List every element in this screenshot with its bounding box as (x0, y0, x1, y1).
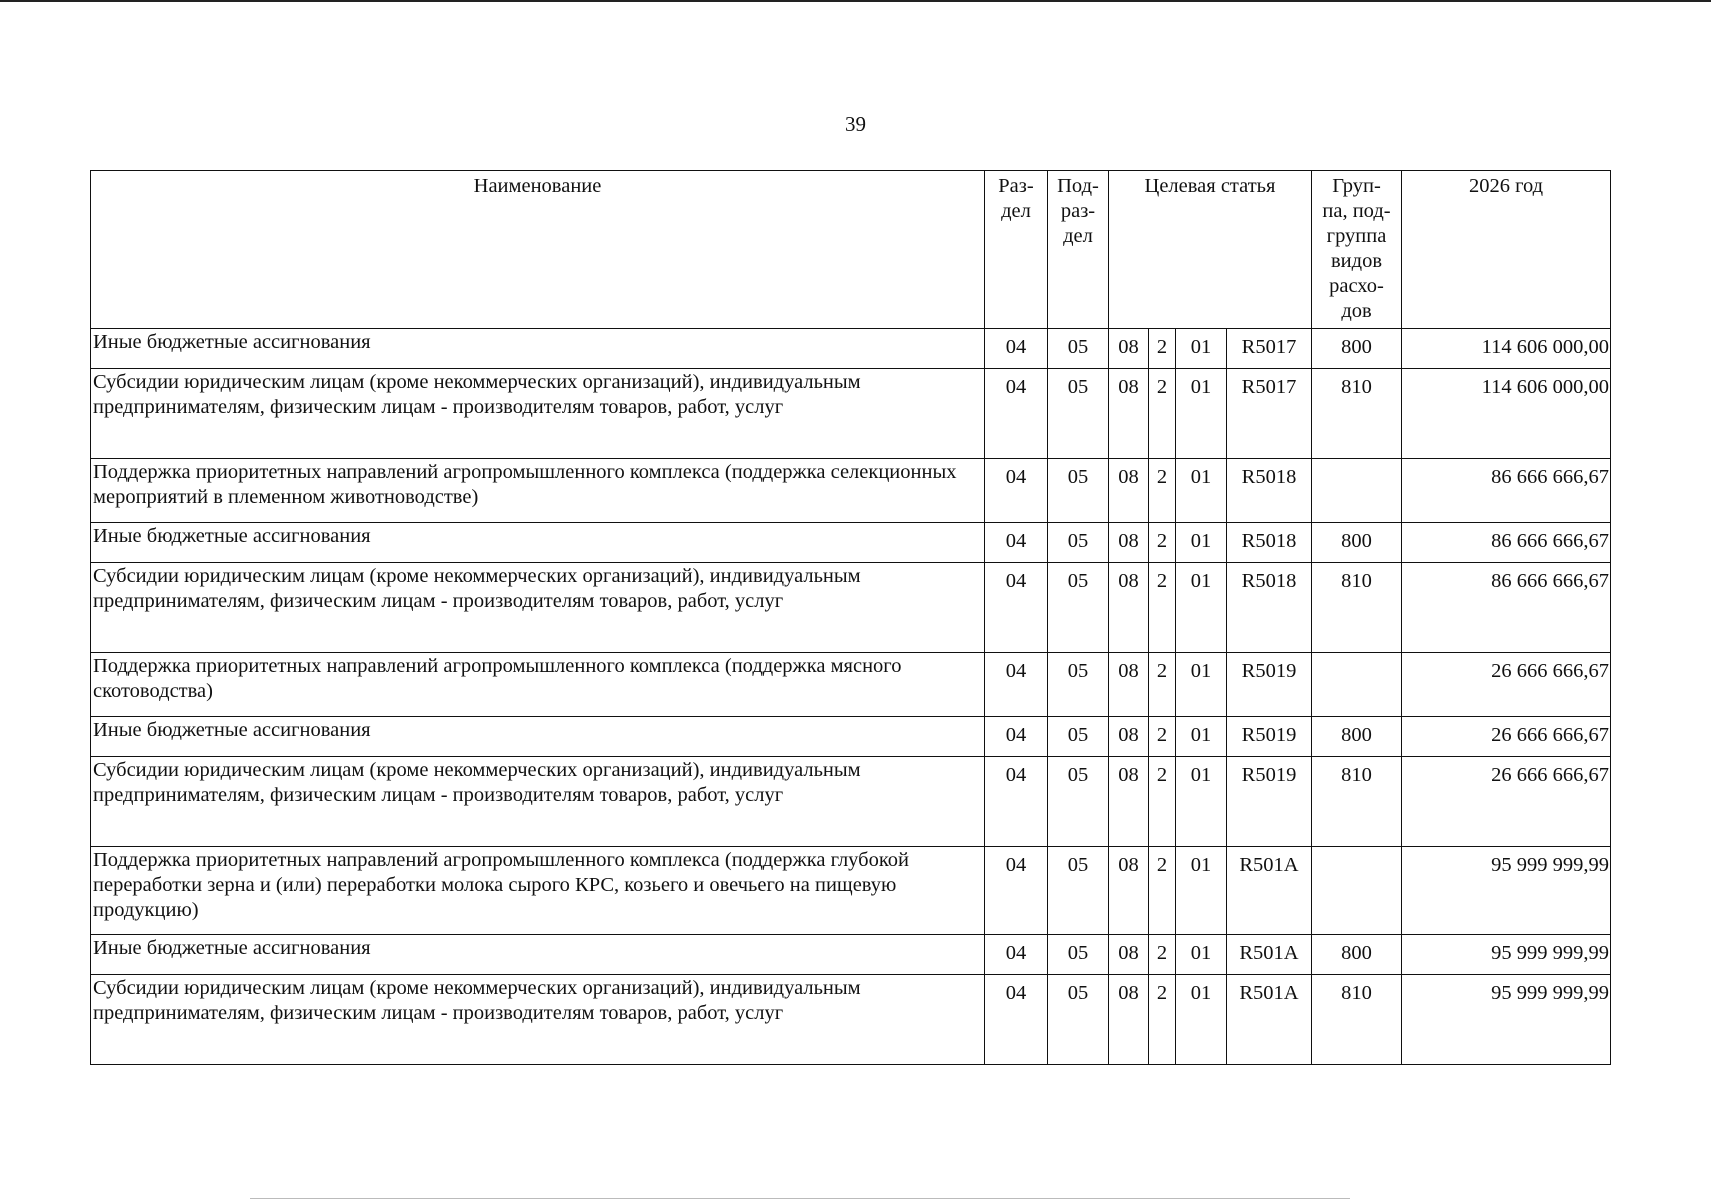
table-row (91, 523, 1611, 563)
table-row (91, 329, 1611, 369)
cell-target-program: 08 (1109, 935, 1149, 975)
cell-razdel: 04 (985, 653, 1048, 717)
cell-razdel: 04 (985, 369, 1048, 459)
cell-amount: 86 666 666,67 (1402, 523, 1611, 563)
cell-name: Иные бюджетные ассигнования (91, 329, 985, 369)
cell-target-direction: R5018 (1227, 523, 1312, 563)
header-name: Наименование (91, 171, 985, 329)
cell-target-program: 08 (1109, 975, 1149, 1065)
cell-razdel: 04 (985, 975, 1048, 1065)
cell-expense-group: 810 (1312, 757, 1402, 847)
cell-target-event: 01 (1176, 563, 1227, 653)
cell-target-subprogram: 2 (1149, 459, 1176, 523)
cell-amount: 26 666 666,67 (1402, 757, 1611, 847)
cell-amount: 95 999 999,99 (1402, 975, 1611, 1065)
cell-amount: 26 666 666,67 (1402, 717, 1611, 757)
cell-amount: 95 999 999,99 (1402, 847, 1611, 935)
cell-podrazdel: 05 (1048, 653, 1109, 717)
cell-podrazdel: 05 (1048, 369, 1109, 459)
cell-expense-group: 800 (1312, 717, 1402, 757)
cell-target-event: 01 (1176, 847, 1227, 935)
cell-target-event: 01 (1176, 935, 1227, 975)
cell-expense-group: 810 (1312, 563, 1402, 653)
cell-amount: 86 666 666,67 (1402, 459, 1611, 523)
table-row (91, 847, 1611, 935)
cell-amount: 114 606 000,00 (1402, 369, 1611, 459)
cell-amount: 114 606 000,00 (1402, 329, 1611, 369)
cell-target-direction: R501A (1227, 975, 1312, 1065)
cell-target-event: 01 (1176, 757, 1227, 847)
cell-name: Субсидии юридическим лицам (кроме некоммерческих организаций), индивидуальным предпринимателям, физическим лицам - производителям товаров, работ, услуг (91, 975, 985, 1065)
cell-target-event: 01 (1176, 329, 1227, 369)
cell-podrazdel: 05 (1048, 563, 1109, 653)
cell-amount: 95 999 999,99 (1402, 935, 1611, 975)
cell-expense-group: 800 (1312, 329, 1402, 369)
cell-razdel: 04 (985, 563, 1048, 653)
cell-amount: 26 666 666,67 (1402, 653, 1611, 717)
cell-expense-group: 800 (1312, 935, 1402, 975)
cell-target-subprogram: 2 (1149, 935, 1176, 975)
cell-target-direction: R5018 (1227, 563, 1312, 653)
header-target-article: Целевая статья (1109, 171, 1312, 329)
cell-target-subprogram: 2 (1149, 847, 1176, 935)
cell-name: Субсидии юридическим лицам (кроме некоммерческих организаций), индивидуальным предпринимателям, физическим лицам - производителям товаров, работ, услуг (91, 757, 985, 847)
cell-target-program: 08 (1109, 653, 1149, 717)
cell-target-program: 08 (1109, 329, 1149, 369)
cell-expense-group: 810 (1312, 369, 1402, 459)
cell-razdel: 04 (985, 459, 1048, 523)
cell-target-event: 01 (1176, 717, 1227, 757)
header-razdel-text: Раз- дел (998, 175, 1034, 222)
cell-target-subprogram: 2 (1149, 563, 1176, 653)
cell-expense-group: 800 (1312, 523, 1402, 563)
cell-target-program: 08 (1109, 369, 1149, 459)
cell-target-program: 08 (1109, 523, 1149, 563)
cell-name: Иные бюджетные ассигнования (91, 523, 985, 563)
cell-target-program: 08 (1109, 757, 1149, 847)
cell-podrazdel: 05 (1048, 717, 1109, 757)
table-row (91, 369, 1611, 459)
cell-razdel: 04 (985, 935, 1048, 975)
cell-razdel: 04 (985, 847, 1048, 935)
header-year: 2026 год (1402, 171, 1611, 329)
cell-target-program: 08 (1109, 717, 1149, 757)
table-row (91, 757, 1611, 847)
cell-target-subprogram: 2 (1149, 757, 1176, 847)
cell-target-direction: R5018 (1227, 459, 1312, 523)
cell-name: Субсидии юридическим лицам (кроме некоммерческих организаций), индивидуальным предпринимателям, физическим лицам - производителям товаров, работ, услуг (91, 369, 985, 459)
cell-expense-group (1312, 459, 1402, 523)
table-row (91, 653, 1611, 717)
table-body (91, 329, 1611, 1065)
cell-expense-group (1312, 847, 1402, 935)
cell-target-event: 01 (1176, 523, 1227, 563)
header-razdel (985, 171, 1048, 329)
cell-target-event: 01 (1176, 653, 1227, 717)
cell-name: Иные бюджетные ассигнования (91, 935, 985, 975)
cell-target-direction: R501A (1227, 935, 1312, 975)
cell-podrazdel: 05 (1048, 523, 1109, 563)
header-row (91, 171, 1611, 329)
scan-edge (0, 0, 1711, 2)
scan-artifact-line (250, 1198, 1350, 1199)
cell-target-event: 01 (1176, 369, 1227, 459)
cell-target-subprogram: 2 (1149, 329, 1176, 369)
cell-target-program: 08 (1109, 459, 1149, 523)
cell-target-direction: R5017 (1227, 329, 1312, 369)
cell-razdel: 04 (985, 523, 1048, 563)
cell-target-subprogram: 2 (1149, 653, 1176, 717)
budget-table (90, 170, 1611, 1065)
cell-podrazdel: 05 (1048, 459, 1109, 523)
cell-expense-group (1312, 653, 1402, 717)
header-podrazdel-text: Под- раз- дел (1057, 175, 1099, 247)
cell-razdel: 04 (985, 757, 1048, 847)
page-number: 39 (845, 112, 866, 136)
cell-name: Субсидии юридическим лицам (кроме некоммерческих организаций), индивидуальным предпринимателям, физическим лицам - производителям товаров, работ, услуг (91, 563, 985, 653)
cell-expense-group: 810 (1312, 975, 1402, 1065)
table-row (91, 935, 1611, 975)
cell-target-direction: R5019 (1227, 653, 1312, 717)
header-podrazdel (1048, 171, 1109, 329)
cell-name: Поддержка приоритетных направлений агропромышленного комплекса (поддержка мясного скотоводства) (91, 653, 985, 717)
cell-target-subprogram: 2 (1149, 523, 1176, 563)
cell-name: Поддержка приоритетных направлений агропромышленного комплекса (поддержка глубокой переработки зерна и (или) переработки молока сырого КРС, козьего и овечьего на пищевую продукцию) (91, 847, 985, 935)
cell-target-program: 08 (1109, 847, 1149, 935)
table-row (91, 975, 1611, 1065)
table-row (91, 563, 1611, 653)
cell-podrazdel: 05 (1048, 847, 1109, 935)
cell-podrazdel: 05 (1048, 329, 1109, 369)
cell-target-subprogram: 2 (1149, 369, 1176, 459)
cell-amount: 86 666 666,67 (1402, 563, 1611, 653)
cell-target-event: 01 (1176, 975, 1227, 1065)
table-row (91, 717, 1611, 757)
header-expense-group (1312, 171, 1402, 329)
cell-podrazdel: 05 (1048, 935, 1109, 975)
cell-target-direction: R5019 (1227, 757, 1312, 847)
cell-podrazdel: 05 (1048, 975, 1109, 1065)
cell-target-subprogram: 2 (1149, 975, 1176, 1065)
cell-razdel: 04 (985, 329, 1048, 369)
cell-target-direction: R501A (1227, 847, 1312, 935)
cell-target-event: 01 (1176, 459, 1227, 523)
cell-target-direction: R5017 (1227, 369, 1312, 459)
cell-razdel: 04 (985, 717, 1048, 757)
cell-target-program: 08 (1109, 563, 1149, 653)
cell-name: Иные бюджетные ассигнования (91, 717, 985, 757)
cell-target-subprogram: 2 (1149, 717, 1176, 757)
header-expense-group-text: Груп- па, под- группа видов расхо- дов (1322, 175, 1391, 322)
cell-podrazdel: 05 (1048, 757, 1109, 847)
table-row (91, 459, 1611, 523)
cell-target-direction: R5019 (1227, 717, 1312, 757)
cell-name: Поддержка приоритетных направлений агропромышленного комплекса (поддержка селекционных мероприятий в племенном животноводстве) (91, 459, 985, 523)
